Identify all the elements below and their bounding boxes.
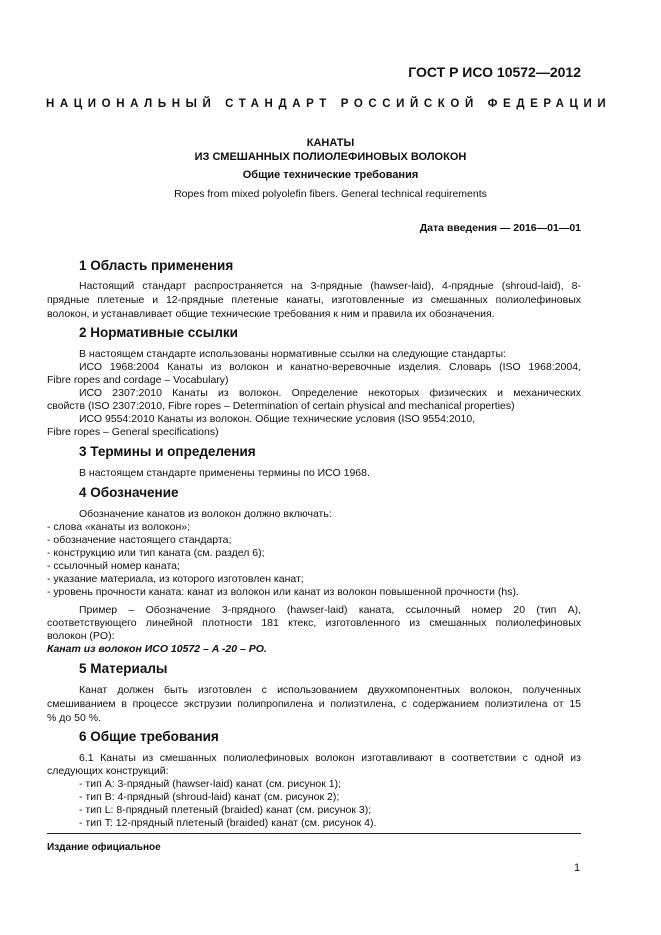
paragraph-line: В настоящем стандарте использованы нормативные ссылки на следующие стандарты: <box>79 348 506 360</box>
paragraph-line: волокон, и устанавливает общие технические требования к ним и правила их обозначения. <box>47 308 495 320</box>
standard-code: ГОСТ Р ИСО 10572—2012 <box>408 64 581 80</box>
english-title: Ropes from mixed polyolefin fibers. General technical requirements <box>174 188 487 200</box>
section-heading-general-requirements: 6 Общие требования <box>79 729 219 744</box>
paragraph-line: смешиванием в процессе экструзии полипропилена и полиэтилена, с содержанием полиэтилена от 15 <box>47 698 581 710</box>
official-edition-label: Издание официальное <box>47 842 161 853</box>
list-item: - обозначение настоящего стандарта; <box>47 534 232 546</box>
paragraph-line: свойств (ISO 2307:2010, Fibre ropes – Determination of certain physical and mechanical properties) <box>47 400 515 412</box>
designation-example: Канат из волокон ИСО 10572 – A -20 – PO. <box>47 643 267 655</box>
paragraph-line: ИСО 1968:2004 Канаты из волокон и канатно-веревочные изделия. Словарь (ISO 1968:2004, <box>79 361 581 373</box>
example-line: Пример – Обозначение 3-прядного (hawser-laid) каната, ссылочный номер 20 (тип A), <box>79 604 581 616</box>
list-item: - уровень прочности каната: канат из волокон или канат из волокон повышенной прочности (hs). <box>47 586 519 598</box>
paragraph-line: Настоящий стандарт распространяется на 3-прядные (hawser-laid), 4-прядные (shroud-laid), 8- <box>79 280 581 292</box>
section-heading-references: 2 Нормативные ссылки <box>79 325 238 340</box>
paragraph-line: Fibre ropes and cordage – Vocabulary) <box>47 374 229 386</box>
example-line: волокон (PO): <box>47 630 115 642</box>
paragraph-line: следующих конструкций: <box>47 765 169 777</box>
footer-divider <box>47 833 581 834</box>
section-heading-scope: 1 Область применения <box>79 258 234 273</box>
paragraph-line: ИСО 2307:2010 Канаты из волокон. Определение некоторых физических и механических <box>79 387 581 399</box>
paragraph-line: 6.1 Канаты из смешанных полиолефиновых волокон изготавливают в соответствии с одной из <box>79 752 581 764</box>
list-item: - указание материала, из которого изготовлен канат; <box>47 573 304 585</box>
document-subtitle: Общие технические требования <box>242 169 419 181</box>
section-heading-materials: 5 Материалы <box>79 661 168 676</box>
introduction-date: Дата введения — 2016—01—01 <box>419 222 581 234</box>
list-item: - тип A: 3-прядный (hawser-laid) канат (см. рисунок 1); <box>79 778 342 790</box>
document-title-line1: КАНАТЫ <box>306 137 355 149</box>
paragraph-line: Канат должен быть изготовлен с использованием двухкомпонентных волокон, полученных <box>79 684 581 696</box>
list-item: - конструкцию или тип каната (см. раздел 6); <box>47 547 265 559</box>
document-title-line2: ИЗ СМЕШАННЫХ ПОЛИОЛЕФИНОВЫХ ВОЛОКОН <box>194 151 467 163</box>
paragraph-line: ИСО 9554:2010 Канаты из волокон. Общие технические условия (ISO 9554:2010, <box>79 413 476 425</box>
list-item: - ссылочный номер каната; <box>47 560 180 572</box>
paragraph-line: В настоящем стандарте применены термины по ИСО 1968. <box>79 467 370 479</box>
list-item: - тип L: 8-прядный плетеный (braided) канат (см. рисунок 3); <box>79 804 372 816</box>
paragraph-line: прядные плетеные и 12-прядные плетеные канаты, изготовленные из смешанных полиолефиновых <box>47 294 581 306</box>
list-item: - тип T: 12-прядный плетеный (braided) канат (см. рисунок 4). <box>79 817 377 829</box>
section-heading-terms: 3 Термины и определения <box>79 444 256 459</box>
example-line: соответствующего линейной плотности 181 ктекс, изготовленного из смешанных полиолефиновых <box>47 617 581 629</box>
section-heading-designation: 4 Обозначение <box>79 485 179 500</box>
paragraph-line: % до 50 %. <box>47 712 101 724</box>
list-item: - слова «канаты из волокон»; <box>47 521 191 533</box>
paragraph-line: Обозначение канатов из волокон должно включать: <box>79 508 332 520</box>
page-number: 1 <box>574 862 581 874</box>
national-standard-banner: НАЦИОНАЛЬНЫЙ СТАНДАРТ РОССИЙСКОЙ ФЕДЕРАЦИИ <box>46 98 612 110</box>
list-item: - тип B: 4-прядный (shroud-laid) канат (см. рисунок 2); <box>79 791 340 803</box>
paragraph-line: Fibre ropes – General specifications) <box>47 426 219 438</box>
